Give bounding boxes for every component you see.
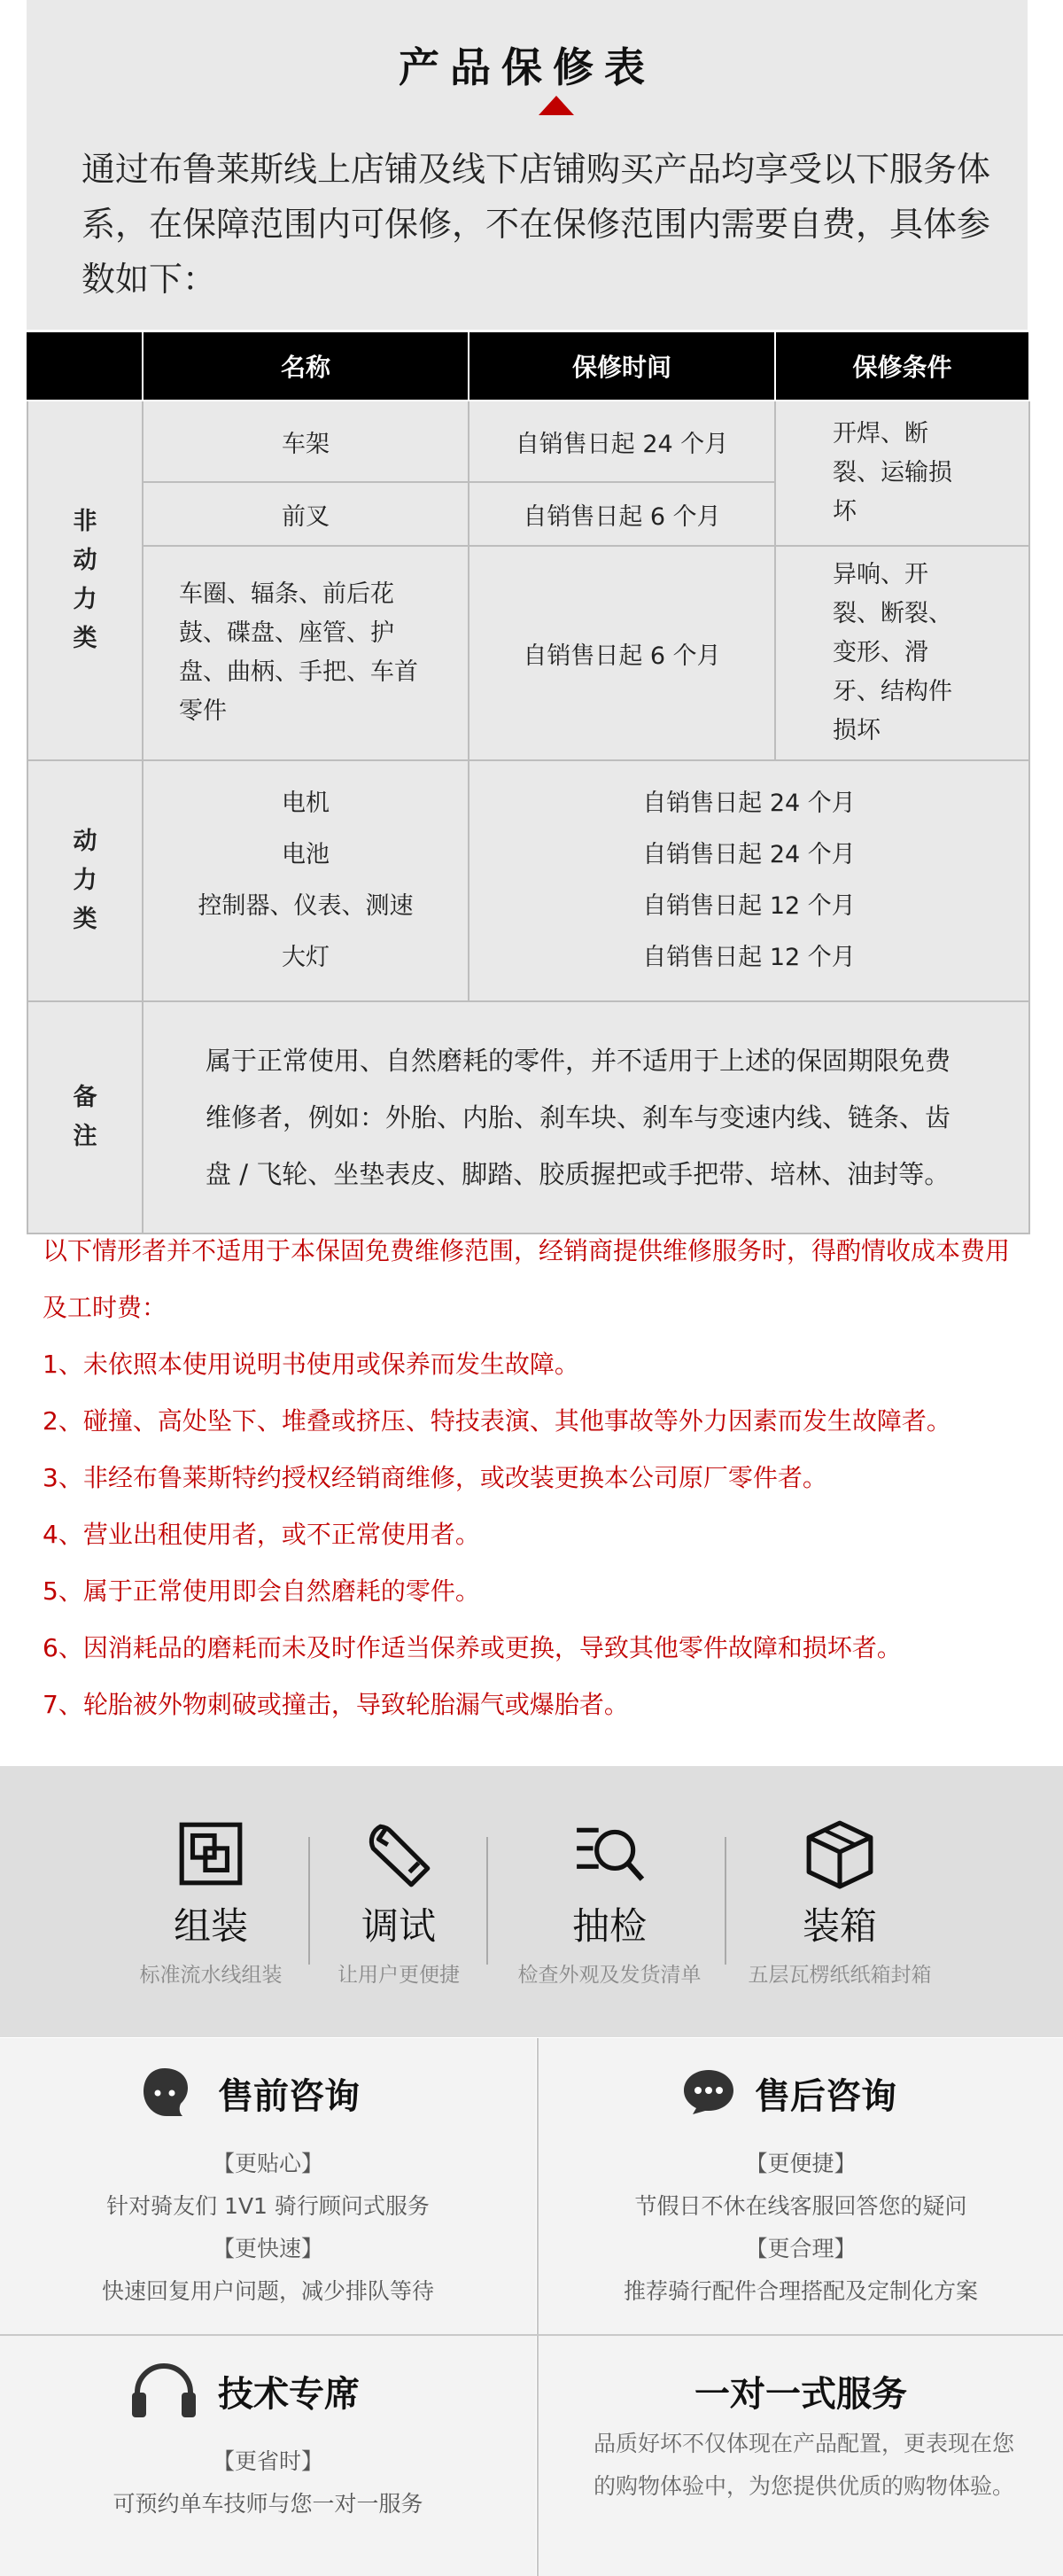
intro-text: 通过布鲁莱斯线上店铺及线下店铺购买产品均享受以下服务体系，在保障范围内可保修，不在保修范围内需要自费，具体参数如下： [81, 150, 991, 299]
chat-dots-icon [680, 2066, 737, 2116]
tech-panel [0, 2336, 536, 2576]
table-header-condition: 保修条件 [775, 331, 1029, 401]
part-name: 电池 [282, 841, 330, 868]
note-item: 7、轮胎被外物刺破或撞击，导致轮胎漏气或爆胎者。 [43, 1690, 629, 1719]
service-name: 装箱 [802, 1904, 877, 1948]
divider [486, 1837, 488, 1965]
note-item: 2、碰撞、高处坠下、堆叠或挤压、特技表演、其他事故等外力因素而发生故障者。 [43, 1406, 951, 1436]
service-steps-band [0, 1766, 1063, 2037]
one-to-one-text: 品质好坏不仅体现在产品配置，更表现在您的购物体验中，为您提供优质的购物体验。 [594, 2431, 1015, 2499]
service-desc: 检查外观及发货清单 [517, 1964, 702, 1987]
inspect-icon [573, 1817, 646, 1890]
aftersale-panel [539, 2038, 1063, 2334]
note-item: 1、未依照本使用说明书使用或保养而发生故障。 [43, 1350, 579, 1379]
service-desc: 标准流水线组装 [139, 1964, 283, 1987]
part-name-cell: 车架 [143, 401, 469, 482]
box-icon [803, 1817, 876, 1890]
note-item: 5、属于正常使用即会自然磨耗的零件。 [43, 1576, 480, 1606]
notes-intro: 以下情形者并不适用于本保固免费维修范围，经销商提供维修服务时，得酌情收成本费用及工时费： [43, 1236, 1011, 1322]
table-row [27, 1001, 1029, 1234]
service-name: 调试 [361, 1904, 436, 1948]
part-name-cell: 车圈、辐条、前后花鼓、碟盘、座管、护盘、曲柄、手把、车首零件 [143, 546, 469, 760]
divider [725, 1837, 726, 1965]
exclusion-notes [43, 1223, 1026, 1733]
tech-tag: 【更省时】 [212, 2448, 323, 2474]
presale-line: 针对骑友们 1V1 骑行顾问式服务 [106, 2193, 430, 2219]
aftersale-tag: 【更合理】 [745, 2236, 857, 2261]
page-title: 产品保修表 [399, 43, 656, 91]
category-remark: 备注 [27, 1001, 143, 1234]
table-row [27, 401, 1029, 482]
table-row [27, 546, 1029, 760]
part-name: 大灯 [282, 944, 330, 971]
table-row [27, 760, 1029, 1001]
headset-icon [128, 2359, 199, 2421]
wrench-icon [362, 1817, 435, 1890]
presale-panel [0, 2038, 536, 2334]
tech-title: 技术专席 [218, 2374, 360, 2415]
presale-tag: 【更贴心】 [212, 2151, 323, 2176]
title-marker-triangle [539, 96, 574, 115]
aftersale-title: 售后咨询 [755, 2076, 896, 2117]
service-name: 组装 [173, 1904, 248, 1948]
note-item: 6、因消耗品的磨耗而未及时作适当保养或更换，导致其他零件故障和损坏者。 [43, 1633, 902, 1662]
part-name-cell: 前叉 [143, 482, 469, 546]
note-item: 3、非经布鲁莱斯特约授权经销商维修，或改装更换本公司原厂零件者。 [43, 1463, 827, 1492]
tech-line: 可预约单车技师与您一对一服务 [113, 2491, 423, 2517]
power-parts-cell [143, 760, 469, 1001]
condition-cell: 异响、开裂、断裂、变形、滑牙、结构件损坏 [775, 546, 1029, 760]
aftersale-line: 节假日不休在线客服回答您的疑问 [634, 2193, 967, 2219]
one-to-one-panel [539, 2336, 1063, 2576]
aftersale-tag: 【更便捷】 [745, 2151, 857, 2176]
presale-title: 售前咨询 [218, 2076, 360, 2117]
presale-tag: 【更快速】 [212, 2236, 323, 2261]
warranty-time: 自销售日起 12 个月 [642, 892, 856, 920]
category-power: 动力类 [27, 760, 143, 1001]
power-times-cell [469, 760, 1029, 1001]
intro-section [27, 0, 1028, 330]
warranty-time-cell: 自销售日起 6 个月 [469, 546, 775, 760]
condition-cell: 开焊、断裂、运输损坏 [775, 401, 1029, 546]
table-header-name: 名称 [143, 331, 469, 401]
part-name: 控制器、仪表、测速 [198, 892, 414, 920]
remark-text: 属于正常使用、自然磨耗的零件，并不适用于上述的保固期限免费维修者，例如：外胎、内胎、刹车块、刹车与变速内线、链条、齿盘 / 飞轮、坐垫表皮、脚踏、胶质握把或手把带、培林、油封等。 [143, 1001, 1029, 1234]
service-desc: 五层瓦楞纸纸箱封箱 [748, 1964, 932, 1987]
service-desc: 让用户更便捷 [338, 1964, 460, 1987]
note-item: 4、营业出租使用者，或不正常使用者。 [43, 1520, 480, 1549]
service-name: 抽检 [571, 1904, 647, 1948]
one-to-one-title: 一对一式服务 [694, 2374, 907, 2415]
warranty-time-cell: 自销售日起 24 个月 [469, 401, 775, 482]
table-header-corner [27, 331, 143, 401]
warranty-time: 自销售日起 24 个月 [642, 790, 856, 817]
warranty-time-cell: 自销售日起 6 个月 [469, 482, 775, 546]
category-non-power: 非动力类 [27, 401, 143, 760]
warranty-time: 自销售日起 24 个月 [642, 841, 856, 868]
assembly-icon [175, 1817, 247, 1890]
aftersale-line: 推荐骑行配件合理搭配及定制化方案 [623, 2278, 978, 2304]
chat-bubble-icon [140, 2065, 190, 2120]
warranty-time: 自销售日起 12 个月 [642, 944, 856, 971]
part-name: 电机 [282, 790, 330, 817]
presale-line: 快速回复用户问题，减少排队等待 [101, 2278, 434, 2304]
warranty-table [27, 331, 1030, 1234]
table-header-time: 保修时间 [469, 331, 775, 401]
table-header-row [27, 331, 1029, 401]
